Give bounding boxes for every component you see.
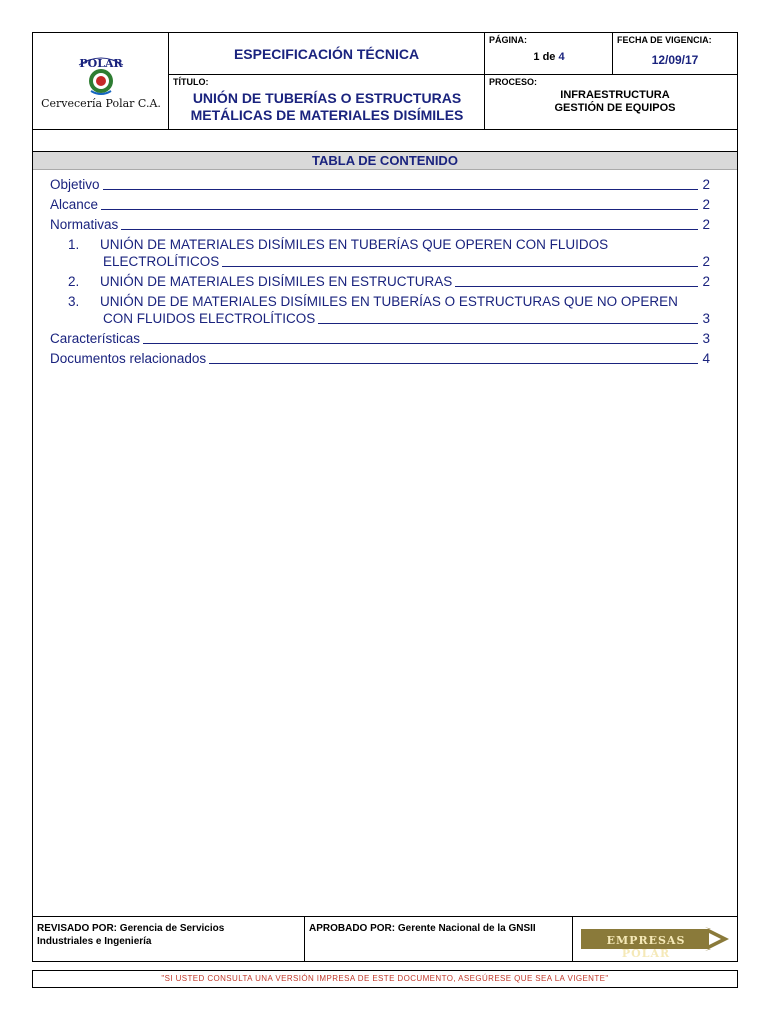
toc-leader bbox=[455, 286, 698, 287]
toc-entry-page: 3 bbox=[702, 331, 710, 346]
pagina-label: PÁGINA: bbox=[489, 35, 527, 45]
toc-entry-alcance[interactable] bbox=[50, 196, 710, 213]
toc-subentry-page: 3 bbox=[702, 311, 710, 326]
document-header bbox=[32, 32, 738, 130]
toc-subentry-line-2: ELECTROLÍTICOS bbox=[103, 254, 220, 269]
pagina-de: de bbox=[542, 51, 556, 63]
revisado-cell bbox=[33, 917, 305, 961]
toc-subentry-line-2: CON FLUIDOS ELECTROLÍTICOS bbox=[103, 311, 316, 326]
title-line-2: METÁLICAS DE MATERIALES DISÍMILES bbox=[190, 107, 464, 123]
toc-entry-page: 2 bbox=[702, 217, 710, 232]
proceso-line-2: GESTIÓN DE EQUIPOS bbox=[554, 102, 676, 114]
revisado-line-1: REVISADO POR: Gerencia de Servicios bbox=[37, 923, 225, 934]
toc-subentry-number: 2. bbox=[68, 274, 80, 289]
proceso-cell bbox=[485, 75, 737, 129]
toc-subentry-line-1: UNIÓN DE MATERIALES DISÍMILES EN TUBERÍAS QUE OPEREN CON FLUIDOS bbox=[100, 237, 609, 252]
toc-leader bbox=[209, 363, 698, 364]
toc-entry-caracteristicas[interactable] bbox=[50, 330, 710, 347]
revisado-line-2: Industriales e Ingeniería bbox=[37, 936, 152, 947]
toc-subentry-1[interactable] bbox=[50, 236, 710, 270]
toc-subentry-line-1: UNIÓN DE DE MATERIALES DISÍMILES EN TUBERÍAS O ESTRUCTURAS QUE NO OPEREN bbox=[100, 294, 678, 309]
toc-entry-label: Objetivo bbox=[50, 177, 100, 192]
titulo-label: TÍTULO: bbox=[173, 77, 209, 87]
title-line-1: UNIÓN DE TUBERÍAS O ESTRUCTURAS bbox=[192, 90, 462, 106]
toc-subentry-number: 1. bbox=[68, 237, 80, 252]
spec-title-cell bbox=[169, 33, 485, 75]
toc-entry-objetivo[interactable] bbox=[50, 176, 710, 193]
toc-subentry-number: 3. bbox=[68, 294, 80, 309]
fecha-value: 12/09/17 bbox=[651, 53, 699, 67]
toc-entry-page: 2 bbox=[702, 177, 710, 192]
fecha-cell bbox=[613, 33, 737, 75]
proceso-line-1: INFRAESTRUCTURA bbox=[560, 89, 670, 101]
toc-leader bbox=[222, 266, 698, 267]
toc-entry-label: Normativas bbox=[50, 217, 119, 232]
table-of-contents bbox=[50, 176, 710, 370]
aprobado-cell bbox=[305, 917, 573, 961]
header-gap bbox=[33, 130, 737, 152]
pagina-value bbox=[485, 51, 613, 63]
pagina-current: 1 bbox=[533, 51, 540, 63]
toc-entry-label: Alcance bbox=[50, 197, 99, 212]
toc-entry-normativas[interactable] bbox=[50, 216, 710, 233]
toc-entry-documentos[interactable] bbox=[50, 350, 710, 367]
toc-subentry-page: 2 bbox=[702, 254, 710, 269]
logo-cell bbox=[33, 33, 169, 129]
brand-text: EMPRESAS POLAR bbox=[606, 934, 686, 960]
pagina-cell bbox=[485, 33, 613, 75]
toc-leader bbox=[121, 229, 698, 230]
polar-logo-icon bbox=[75, 51, 127, 99]
toc-entry-page: 2 bbox=[702, 197, 710, 212]
toc-leader bbox=[101, 209, 698, 210]
toc-heading: TABLA DE CONTENIDO bbox=[33, 152, 737, 170]
toc-subentry-2[interactable] bbox=[50, 273, 710, 290]
toc-subentry-3[interactable] bbox=[50, 293, 710, 327]
toc-leader bbox=[143, 343, 698, 344]
toc-leader bbox=[103, 189, 698, 190]
proceso-value bbox=[525, 89, 705, 115]
title-cell bbox=[169, 75, 485, 129]
revisado-text bbox=[37, 922, 224, 948]
pagina-total: 4 bbox=[558, 51, 565, 63]
toc-leader bbox=[318, 323, 698, 324]
document-title bbox=[169, 90, 485, 124]
company-name: Cervecería Polar C.A. bbox=[41, 97, 161, 110]
version-notice: "SI USTED CONSULTA UNA VERSIÓN IMPRESA DE ESTE DOCUMENTO, ASEGÚRESE QUE SEA LA VIGENTE" bbox=[32, 970, 738, 988]
toc-subentry-page: 2 bbox=[702, 274, 710, 289]
spec-title: ESPECIFICACIÓN TÉCNICA bbox=[233, 45, 420, 62]
page-frame bbox=[32, 32, 738, 962]
aprobado-text: APROBADO POR: Gerente Nacional de la GNSII bbox=[309, 923, 536, 934]
toc-entry-label: Características bbox=[50, 331, 141, 346]
fecha-label: FECHA DE VIGENCIA: bbox=[617, 35, 712, 45]
brand-cell bbox=[573, 917, 737, 961]
toc-entry-page: 4 bbox=[702, 351, 710, 366]
toc-entry-label: Documentos relacionados bbox=[50, 351, 207, 366]
proceso-label: PROCESO: bbox=[489, 77, 538, 87]
document-footer bbox=[32, 916, 738, 962]
logo-text: POLAR bbox=[79, 57, 123, 70]
toc-subentry-line-1: UNIÓN DE MATERIALES DISÍMILES EN ESTRUCTURAS bbox=[100, 274, 453, 289]
